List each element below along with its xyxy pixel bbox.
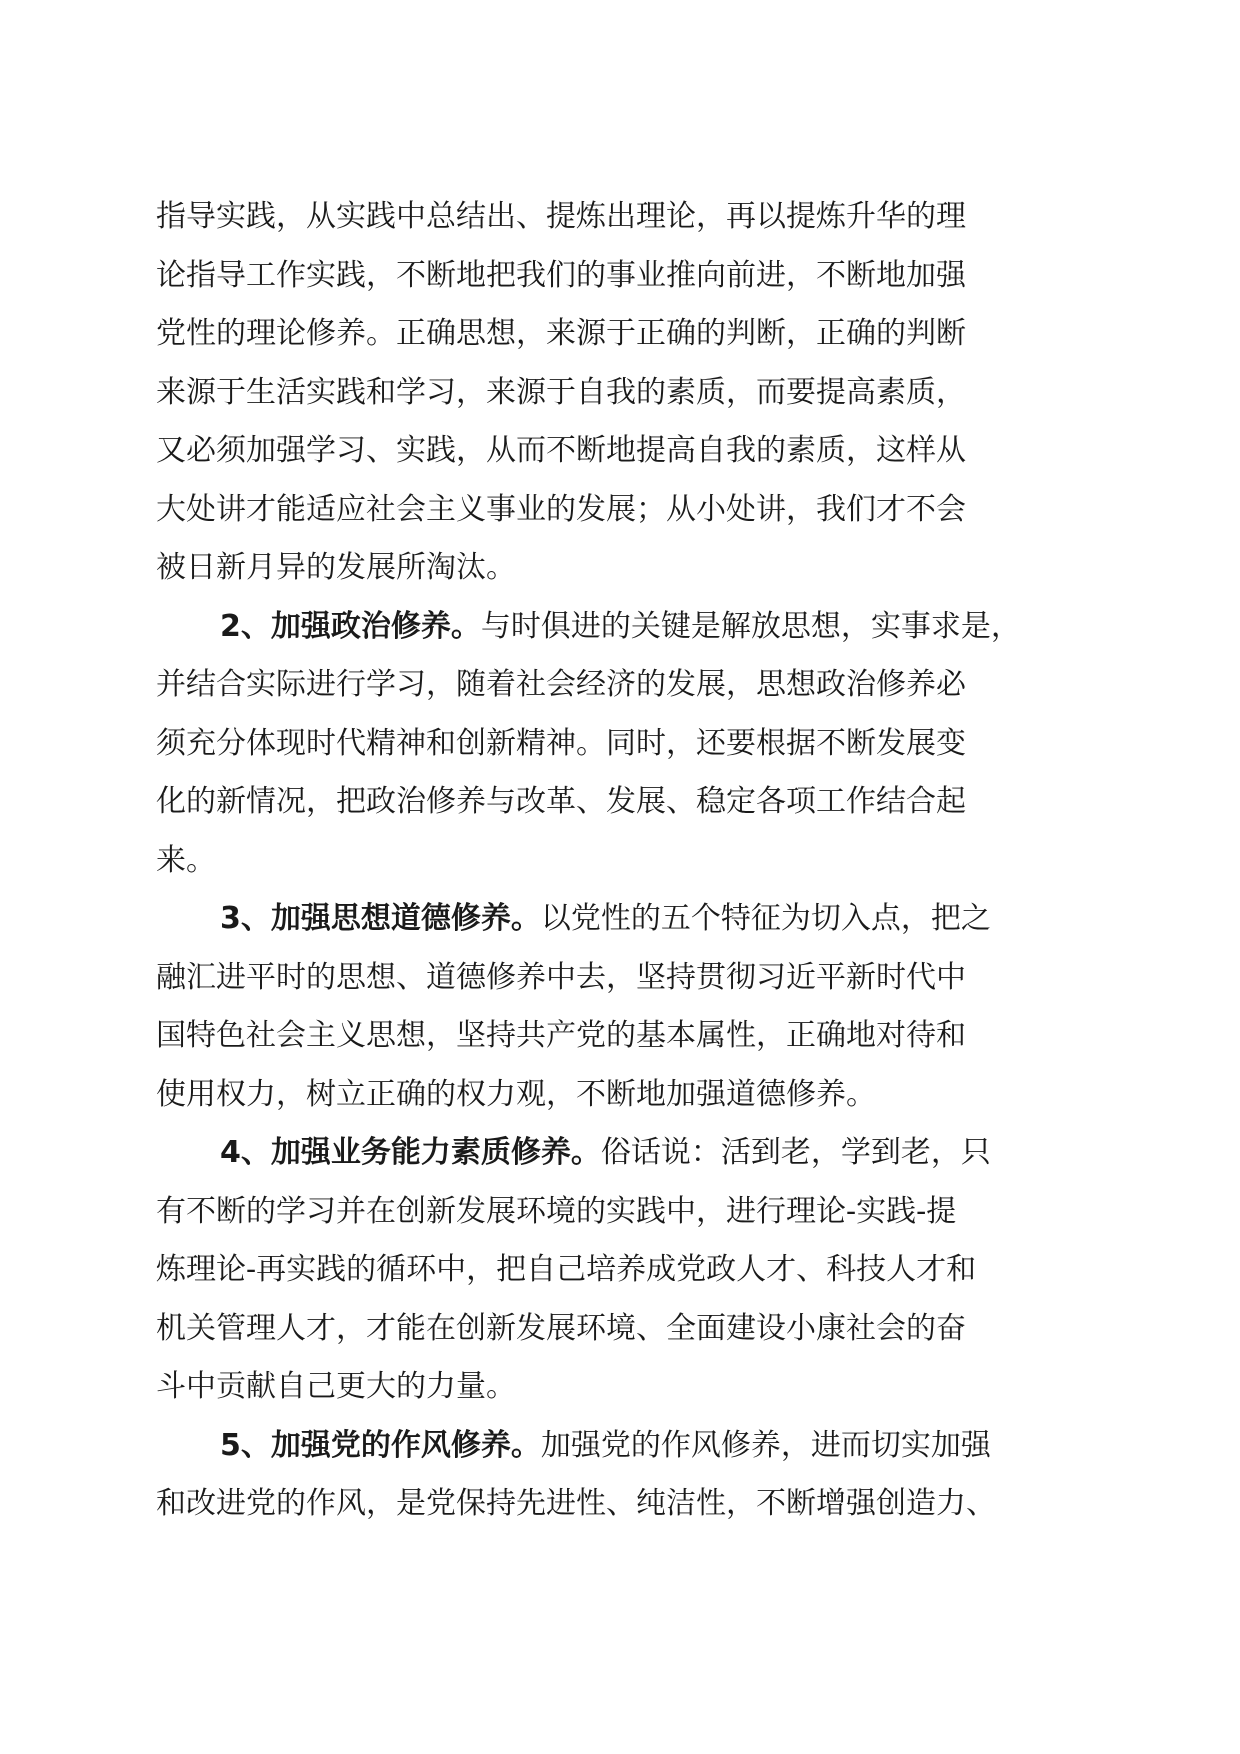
text-line: 又必须加强学习、实践，从而不断地提高自我的素质，这样从 [156, 433, 966, 468]
text-line: 使用权力，树立正确的权力观，不断地加强道德修养。 [156, 1076, 876, 1112]
section-heading: 4、加强业务能力素质修养。 [220, 1135, 601, 1170]
text-line: 有不断的学习并在创新发展环境的实践中，进行理论-实践-提 [156, 1193, 957, 1229]
section-heading: 2、加强政治修养。 [220, 608, 481, 644]
paragraph-political-cultivation [156, 598, 1076, 891]
paragraph-first-line [156, 1124, 1076, 1183]
text-run: 俗话说：活到老，学到老，只 [600, 1135, 991, 1170]
text-line: 被日新月异的发展所淘汰。 [156, 550, 516, 585]
paragraph-first-line [156, 890, 1076, 949]
text-line: 融汇进平时的思想、道德修养中去，坚持贯彻习近平新时代中 [156, 959, 966, 995]
section-heading: 3、加强思想道德修养。 [220, 901, 541, 936]
text-line: 化的新情况，把政治修养与改革、发展、稳定各项工作结合起 [156, 784, 966, 819]
text-line: 炼理论-再实践的循环中，把自己培养成党政人才、科技人才和 [156, 1252, 977, 1287]
text-run: 加强党的作风修养，进而切实加强 [540, 1427, 991, 1463]
document-body [156, 188, 1076, 1534]
paragraph-first-line [156, 598, 1076, 657]
text-run: 以党性的五个特征为切入点，把之 [540, 901, 991, 936]
text-line: 斗中贡献自己更大的力量。 [156, 1369, 516, 1404]
paragraph-professional-cultivation [156, 1124, 1076, 1417]
text-line: 须充分体现时代精神和创新精神。同时，还要根据不断发展变 [156, 725, 966, 761]
text-run: 与时俱进的关键是解放思想，实事求是， [480, 608, 1021, 644]
text-line: 来。 [156, 842, 216, 878]
paragraph-first-line [156, 1417, 1076, 1476]
text-line: 指导实践，从实践中总结出、提炼出理论，再以提炼升华的理 [156, 199, 966, 234]
section-heading: 5、加强党的作风修养。 [220, 1427, 541, 1463]
text-line: 机关管理人才，才能在创新发展环境、全面建设小康社会的奋 [156, 1310, 966, 1346]
text-line: 大处讲才能适应社会主义事业的发展；从小处讲，我们才不会 [156, 491, 966, 527]
text-line: 和改进党的作风，是党保持先进性、纯洁性，不断增强创造力、 [156, 1486, 996, 1521]
paragraph-theory-continuation [156, 188, 1076, 598]
text-line: 论指导工作实践，不断地把我们的事业推向前进，不断地加强 [156, 257, 966, 293]
paragraph-style-cultivation [156, 1417, 1076, 1534]
text-line: 并结合实际进行学习，随着社会经济的发展，思想政治修养必 [156, 667, 966, 702]
text-line: 国特色社会主义思想，坚持共产党的基本属性，正确地对待和 [156, 1018, 966, 1053]
text-line: 来源于生活实践和学习，来源于自我的素质，而要提高素质， [156, 374, 966, 410]
paragraph-moral-cultivation [156, 890, 1076, 1124]
text-line: 党性的理论修养。正确思想，来源于正确的判断，正确的判断 [156, 316, 966, 351]
